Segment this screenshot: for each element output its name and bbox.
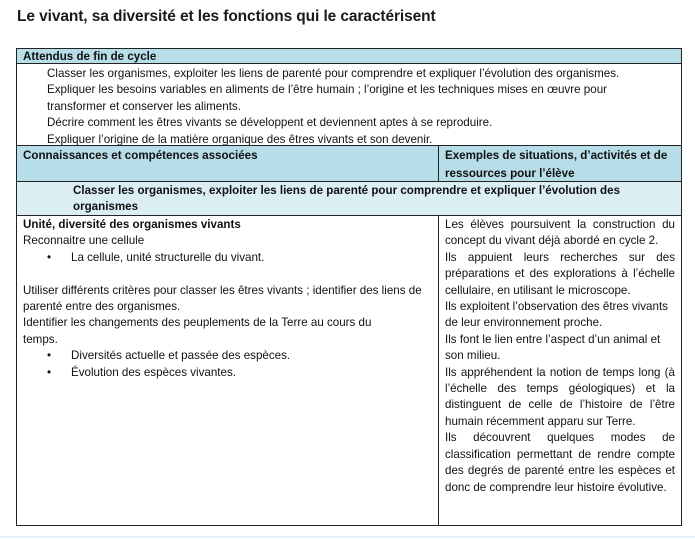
bullet-icon: • <box>47 250 52 264</box>
page-divider <box>0 536 695 538</box>
column-header-knowledge: Connaissances et compétences associées <box>17 146 439 181</box>
column-headers <box>17 146 681 182</box>
knowledge-cell <box>17 216 439 525</box>
example-paragraph: Ils font le lien entre l’aspect d’un animal et son milieu. <box>445 332 661 363</box>
examples-cell <box>439 216 681 525</box>
section-heading: Unité, diversité des organismes vivants <box>23 218 241 231</box>
skill-text: Utiliser différents critères pour classer les êtres vivants ; identifier des liens de parenté entre des organismes. <box>23 283 422 314</box>
example-paragraph: Les élèves poursuivent la construction du concept du vivant déjà abordé en cycle 2. <box>445 218 675 248</box>
attendus-item: Classer les organismes, exploiter les liens de parenté pour comprendre et expliquer l’évolution des organismes. <box>47 67 620 80</box>
column-header-examples-line1: Exemples de situations, d’activités et de <box>445 149 668 162</box>
bullet-text: La cellule, unité structurelle du vivant. <box>71 250 265 264</box>
column-header-examples <box>439 146 681 181</box>
skill-text: Identifier les changements des peuplements de la Terre au cours du temps. <box>23 316 372 346</box>
bullet-item <box>23 348 432 364</box>
example-paragraph: Ils appuient leurs recherches sur des préparations et des explorations à l’échelle cellulaire, en utilisant le microscope. <box>445 250 675 297</box>
column-header-examples-line2: ressources pour l’élève <box>445 167 575 180</box>
example-paragraph: Ils découvrent quelques modes de classification permettant de rendre compte des degrés de parenté entre les espèces et donc de comprendre leur histoire évolutive. <box>445 431 675 494</box>
attendus-item: Expliquer l’origine de la matière organique des êtres vivants et son devenir. <box>47 132 433 146</box>
attendus-item: Expliquer les besoins variables en aliments de l’être humain ; l’origine et les techniques mises en œuvre pour transformer et conserver les aliments. <box>47 83 608 113</box>
attendus-item: Décrire comment les êtres vivants se développent et deviennent aptes à se reproduire. <box>47 116 493 130</box>
bullet-item <box>23 250 432 266</box>
bullet-text: Diversités actuelle et passée des espèces. <box>71 349 291 363</box>
bullet-item <box>23 365 432 381</box>
bullet-text: Évolution des espèces vivantes. <box>71 365 236 379</box>
content-row <box>17 216 681 525</box>
curriculum-table <box>16 48 682 526</box>
skill-text: Reconnaitre une cellule <box>23 234 145 248</box>
example-paragraph: Ils exploitent l’observation des êtres vivants de leur environnement proche. <box>445 300 668 330</box>
page-title: Le vivant, sa diversité et les fonctions qui le caractérisent <box>17 8 436 25</box>
section-header: Classer les organismes, exploiter les liens de parenté pour comprendre et expliquer l’évolution des organismes <box>17 182 681 216</box>
example-paragraph: Ils appréhendent la notion de temps long (à l’échelle des temps géologiques) et la distinguent de celle de l’histoire de l’être humain récemment apparu sur Terre. <box>445 365 675 428</box>
attendus-header: Attendus de fin de cycle <box>17 49 681 64</box>
attendus-list <box>17 64 681 146</box>
bullet-icon: • <box>47 365 52 379</box>
bullet-icon: • <box>47 349 52 363</box>
